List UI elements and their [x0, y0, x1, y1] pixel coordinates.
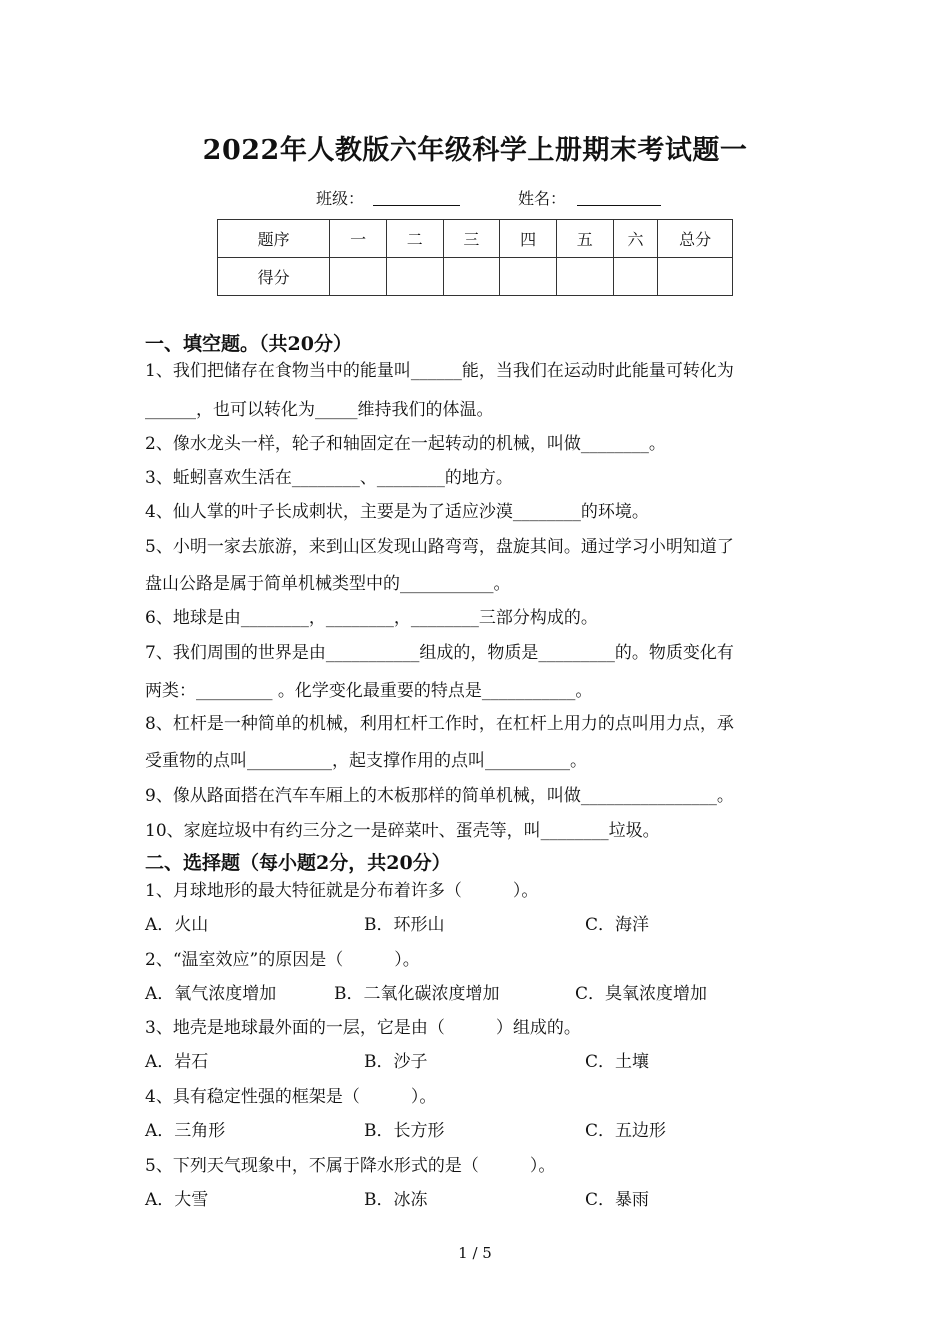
- name-label: 姓名：: [518, 189, 567, 208]
- options-row: [145, 979, 845, 1005]
- option-b[interactable]: B．长方形: [364, 1121, 445, 1141]
- options-row: [145, 910, 845, 936]
- option-c[interactable]: C．海洋: [585, 915, 650, 935]
- option-a[interactable]: A．氧气浓度增加: [145, 984, 277, 1004]
- option-b[interactable]: B．二氧化碳浓度增加: [334, 984, 500, 1004]
- fill-line: 2、像水龙头一样，轮子和轴固定在一起转动的机械，叫做________。: [145, 434, 666, 454]
- student-info: [0, 186, 950, 210]
- option-b[interactable]: B．冰冻: [364, 1190, 428, 1210]
- score-table-header-row: [218, 220, 733, 258]
- fill-line: 8、杠杆是一种简单的机械，利用杠杆工作时，在杠杆上用力的点叫用力点，承: [145, 714, 734, 734]
- option-a[interactable]: A．岩石: [145, 1052, 209, 1072]
- option-b[interactable]: B．沙子: [364, 1052, 428, 1072]
- fill-line: 4、仙人掌的叶子长成刺状，主要是为了适应沙漠________的环境。: [145, 502, 649, 522]
- question-text: 2、“温室效应”的原因是（ ）。: [145, 950, 420, 970]
- score-cell[interactable]: [500, 258, 557, 296]
- option-a[interactable]: A．火山: [145, 915, 209, 935]
- fill-line: 10、家庭垃圾中有约三分之一是碎菜叶、蛋壳等，叫________垃圾。: [145, 821, 660, 841]
- header-cell: 三: [443, 220, 500, 258]
- header-cell: 四: [500, 220, 557, 258]
- fill-line: 3、蚯蚓喜欢生活在________、________的地方。: [145, 468, 513, 488]
- section2-heading: 二、选择题（每小题2分，共20分）: [145, 852, 451, 874]
- option-a[interactable]: A．三角形: [145, 1121, 226, 1141]
- option-c[interactable]: C．暴雨: [585, 1190, 650, 1210]
- fill-line: 9、像从路面搭在汽车车厢上的木板那样的简单机械，叫做________________。: [145, 786, 734, 806]
- option-c[interactable]: C．五边形: [585, 1121, 667, 1141]
- page-number: 1 / 5: [458, 1244, 492, 1262]
- section1-heading: 一、填空题。（共20分）: [145, 333, 352, 355]
- class-blank: [373, 205, 460, 206]
- fill-line: ______，也可以转化为_____维持我们的体温。: [145, 400, 494, 420]
- score-row-label: 得分: [218, 258, 330, 296]
- header-cell: 题序: [218, 220, 330, 258]
- fill-line: 受重物的点叫__________，起支撑作用的点叫__________。: [145, 751, 587, 771]
- exam-title: 2022年人教版六年级科学上册期末考试题一: [202, 135, 748, 166]
- fill-line: 盘山公路是属于简单机械类型中的___________。: [145, 574, 511, 594]
- score-cell[interactable]: [556, 258, 613, 296]
- option-c[interactable]: C．臭氧浓度增加: [575, 984, 708, 1004]
- option-a[interactable]: A．大雪: [145, 1190, 209, 1210]
- option-c[interactable]: C．土壤: [585, 1052, 650, 1072]
- fill-line: 两类：_________ 。化学变化最重要的特点是___________。: [145, 681, 593, 701]
- header-cell: 二: [386, 220, 443, 258]
- score-cell[interactable]: [443, 258, 500, 296]
- fill-line: 5、小明一家去旅游，来到山区发现山路弯弯，盘旋其间。通过学习小明知道了: [145, 537, 734, 557]
- question-text: 1、月球地形的最大特征就是分布着许多（ ）。: [145, 881, 539, 901]
- header-cell: 六: [613, 220, 658, 258]
- fill-line: 1、我们把储存在食物当中的能量叫______能，当我们在运动时此能量可转化为: [145, 361, 734, 381]
- fill-line: 6、地球是由________，________，________三部分构成的。: [145, 608, 598, 628]
- options-row: [145, 1185, 845, 1211]
- score-cell[interactable]: [613, 258, 658, 296]
- header-cell: 五: [556, 220, 613, 258]
- option-b[interactable]: B．环形山: [364, 915, 445, 935]
- score-table: [217, 219, 733, 296]
- fill-line: 7、我们周围的世界是由___________组成的，物质是_________的。物质变化有: [145, 643, 734, 663]
- class-label: 班级：: [316, 189, 365, 208]
- options-row: [145, 1047, 845, 1073]
- header-cell: 一: [330, 220, 387, 258]
- score-table-score-row: [218, 258, 733, 296]
- score-cell[interactable]: [330, 258, 387, 296]
- question-text: 3、地壳是地球最外面的一层，它是由（ ）组成的。: [145, 1018, 581, 1038]
- header-cell: 总分: [658, 220, 733, 258]
- score-cell[interactable]: [386, 258, 443, 296]
- options-row: [145, 1116, 845, 1142]
- name-blank: [577, 205, 661, 206]
- score-cell[interactable]: [658, 258, 733, 296]
- question-text: 5、下列天气现象中，不属于降水形式的是（ ）。: [145, 1156, 556, 1176]
- question-text: 4、具有稳定性强的框架是（ ）。: [145, 1087, 437, 1107]
